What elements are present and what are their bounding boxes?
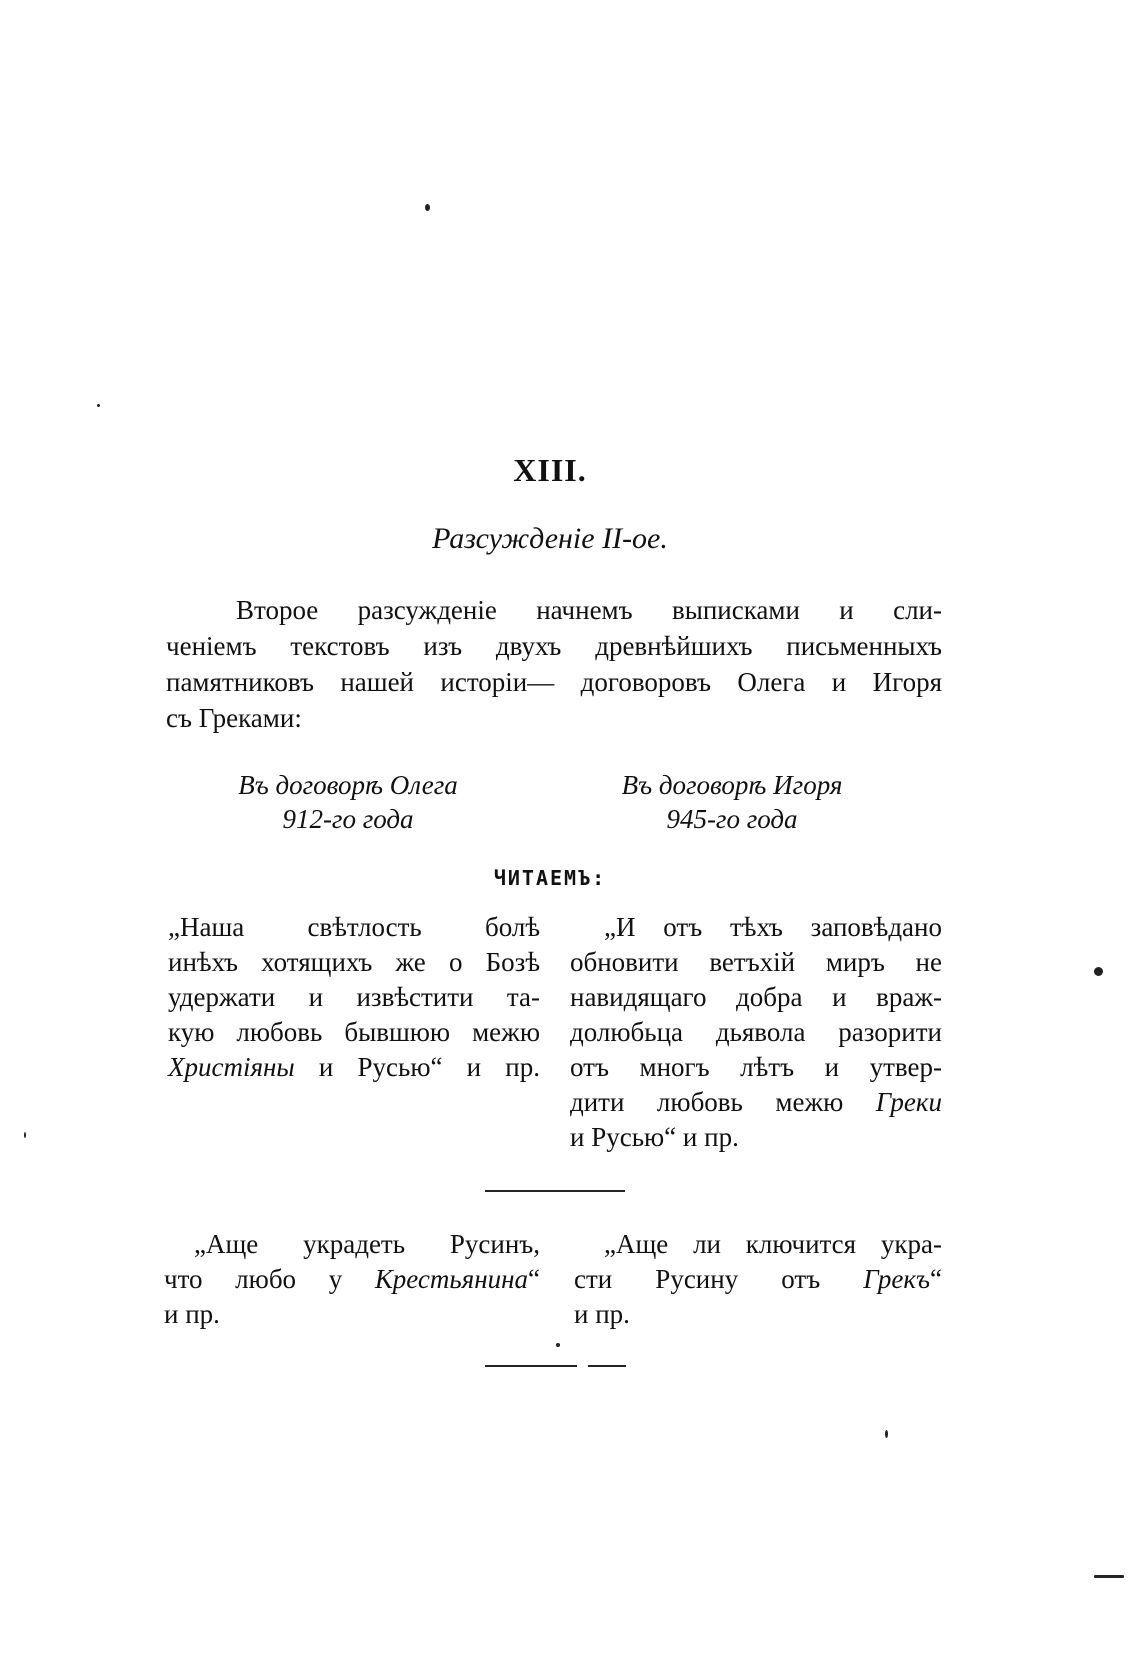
oleg-heading-year: 912-го года bbox=[282, 804, 414, 834]
scan-speck bbox=[885, 1430, 888, 1438]
passage-line: отъ многъ лѣтъ и утвер- bbox=[570, 1052, 942, 1082]
passage-line: кую любовь бывшюю межю bbox=[168, 1017, 540, 1047]
intro-line: съ Греками: bbox=[166, 703, 302, 733]
passage-line: „Аще ли ключится укра- bbox=[604, 1229, 942, 1259]
passage-line: и Русью“ и пр. bbox=[570, 1122, 739, 1152]
oleg-passage-1 bbox=[168, 910, 540, 1085]
closing-divider-right bbox=[588, 1365, 626, 1367]
passage-line-with-italic: Христіяны и Русью“ и пр. bbox=[168, 1052, 540, 1082]
igor-passage-1 bbox=[570, 910, 942, 1155]
passage-line: „Наша свѣтлость болѣ bbox=[168, 912, 540, 942]
oleg-passage-2 bbox=[164, 1227, 540, 1332]
intro-paragraph bbox=[166, 592, 942, 736]
passage-line: инѣхъ хотящихъ же о Бозѣ bbox=[168, 947, 540, 977]
passage-line: и пр. bbox=[574, 1299, 630, 1329]
passage-line: удержати и извѣстити та- bbox=[168, 982, 540, 1012]
intro-line: ченіемъ текстовъ изъ двухъ древнѣйшихъ письменныхъ bbox=[166, 631, 942, 661]
oleg-treaty-heading bbox=[168, 768, 528, 836]
passage-line: „И отъ тѣхъ заповѣдано bbox=[604, 912, 942, 942]
passage-line: обновити ветъхій миръ не bbox=[570, 947, 942, 977]
igor-treaty-heading bbox=[552, 768, 912, 836]
italic-term: Христіяны bbox=[168, 1052, 295, 1082]
scan-speck bbox=[97, 404, 100, 407]
oleg-heading-line: Въ договорѣ Олега bbox=[238, 770, 458, 800]
chapter-number: XIII. bbox=[513, 452, 587, 488]
chapter-subtitle: Разсужденіе II-ое. bbox=[432, 522, 668, 555]
intro-line: Второе разсужденіе начнемъ выписками и сли- bbox=[236, 595, 942, 625]
scan-speck bbox=[24, 1132, 26, 1138]
italic-term: Крестьянина bbox=[374, 1264, 529, 1294]
closing-divider-left bbox=[485, 1365, 577, 1367]
igor-passage-2 bbox=[574, 1227, 942, 1332]
igor-heading-line: Въ договорѣ Игоря bbox=[621, 770, 843, 800]
italic-term: Греки bbox=[875, 1087, 942, 1117]
italic-term: Грекъ bbox=[863, 1264, 931, 1294]
reading-label: ЧИТАЕМЪ: bbox=[493, 866, 607, 890]
passage-line: долюбьца дьявола разорити bbox=[570, 1017, 942, 1047]
igor-heading-year: 945-го года bbox=[666, 804, 798, 834]
passage-line: навидящаго добра и враж- bbox=[570, 982, 942, 1012]
passage-line-with-italic: что любо у Крестьянина“ bbox=[164, 1264, 540, 1294]
passage-line-with-italic: сти Русину отъ Грекъ“ bbox=[574, 1264, 942, 1294]
passage-line: и пр. bbox=[164, 1299, 220, 1329]
intro-line: памятниковъ нашей исторіи— договоровъ Олега и Игоря bbox=[166, 667, 942, 697]
scan-speck bbox=[556, 1343, 560, 1347]
passage-divider bbox=[485, 1190, 625, 1192]
scan-speck bbox=[1094, 967, 1103, 976]
scan-speck bbox=[425, 204, 430, 211]
passage-line: „Аще украдеть Русинъ, bbox=[194, 1229, 540, 1259]
passage-line-with-italic: дити любовь межю Греки bbox=[570, 1087, 942, 1117]
scan-speck bbox=[1094, 1575, 1124, 1578]
